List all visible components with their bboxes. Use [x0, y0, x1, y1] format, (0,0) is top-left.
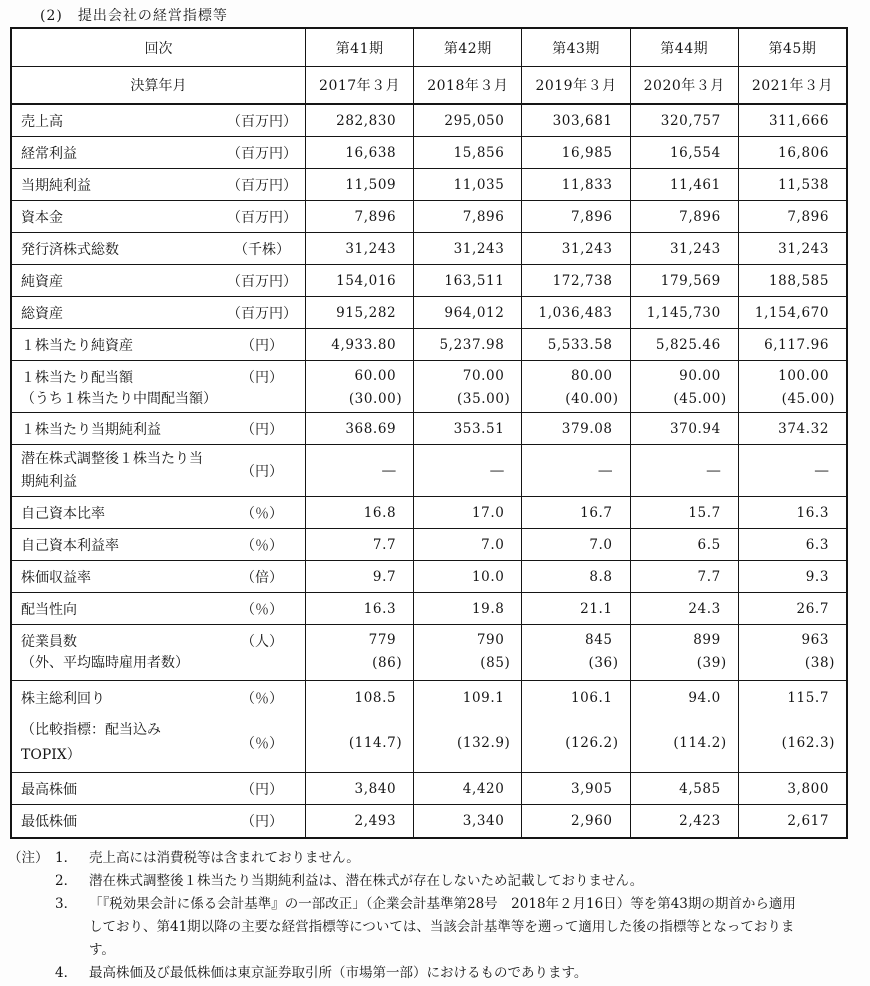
value-cell: 379.08: [522, 413, 630, 444]
metric-unit: （％）: [241, 505, 283, 522]
metric-label-cell: [12, 169, 306, 200]
value-cell: 7,896: [306, 201, 414, 232]
value-cell: 282,830: [306, 105, 414, 136]
value-cell: 964,012: [414, 297, 522, 328]
table-row-shares-issued: [12, 233, 846, 265]
value-cell: 4,585: [631, 773, 739, 804]
value-cell: 17.0: [414, 497, 522, 528]
table-row-total-assets: [12, 297, 846, 329]
table-row-roe: [12, 529, 846, 561]
value-cell: 7.0: [522, 529, 630, 560]
value-cell: 163,511: [414, 265, 522, 296]
metric-unit: （千株）: [234, 241, 290, 258]
metric-name: 発行済株式総数: [21, 241, 119, 258]
header-date-label: 決算年月: [12, 67, 306, 103]
value-cell: 19.8: [414, 593, 522, 624]
value-cell: 16.7: [522, 497, 630, 528]
date-header: 2018年３月: [414, 67, 522, 103]
metric-name: 総資産: [21, 305, 63, 322]
value-cell: 24.3: [631, 593, 739, 624]
metric-label-cell: [12, 529, 306, 560]
value-cell: 7,896: [787, 208, 830, 225]
header-row-label: 回次: [12, 29, 306, 66]
value-cell: 16,806: [778, 144, 830, 161]
table-row-total-shareholder-return: [12, 681, 846, 773]
value-cell: 6.5: [631, 529, 739, 560]
value-cell: 2,493: [306, 805, 414, 837]
metric-unit: （％）: [241, 537, 283, 554]
value-cell: 31,243: [522, 233, 630, 264]
metric-name: 株価収益率: [21, 569, 91, 586]
metric-name: 潜在株式調整後１株当たり当期純利益: [21, 451, 203, 490]
value-cell: 154,016: [306, 265, 414, 296]
value-cell: 9.7: [306, 561, 414, 592]
value-cell: 295,050: [414, 105, 522, 136]
period-header: 第44期: [631, 29, 739, 66]
table-row-net-income: [12, 169, 846, 201]
metric-label-cell: [12, 681, 306, 772]
value-cell: 6,117.96: [764, 336, 830, 353]
metric-name: 純資産: [21, 273, 63, 290]
value-cell: 915,282: [306, 297, 414, 328]
value-cell: 172,738: [522, 265, 630, 296]
note-prefix: （注）: [8, 850, 49, 866]
period-header: 第43期: [522, 29, 630, 66]
metric-unit: （百万円）: [227, 273, 297, 290]
metric-label-cell: [12, 105, 306, 136]
table-row-equity-ratio: [12, 497, 846, 529]
value-cell: 7.7: [306, 529, 414, 560]
value-cell: 370.94: [631, 413, 739, 444]
metric-name: 経常利益: [21, 145, 77, 162]
value-cell: 106.1 (126.2): [522, 681, 630, 772]
metric-unit: （円）: [241, 369, 283, 386]
value-cell: 5,825.46: [631, 329, 739, 360]
metric-name: 最高株価: [21, 781, 77, 798]
metric-name: 当期純利益: [21, 177, 91, 194]
value-cell: 80.00 (40.00): [522, 361, 630, 412]
table-row-dividend-per-share: [12, 361, 846, 413]
date-header: 2019年３月: [522, 67, 630, 103]
value-cell: 11,035: [414, 169, 522, 200]
metric-unit: （百万円）: [227, 113, 297, 130]
note-text: 売上高には消費税等は含まれておりません。: [89, 850, 360, 866]
value-cell: 303,681: [522, 105, 630, 136]
metric-unit: （百万円）: [227, 305, 297, 322]
table-row-ordinary-income: [12, 137, 846, 169]
value-cell: 845 (36): [522, 625, 630, 680]
metric-name: 株主総利回り: [21, 690, 105, 707]
value-cell: 179,569: [631, 265, 739, 296]
metric-unit: （円）: [241, 814, 283, 830]
table-row-net-assets: [12, 265, 846, 297]
metric-unit: （％）: [241, 736, 283, 752]
table-row-per: [12, 561, 846, 593]
value-cell: 368.69: [306, 413, 414, 444]
value-cell: 60.00 (30.00): [306, 361, 414, 412]
value-cell: 90.00 (45.00): [631, 361, 739, 412]
date-header: 2020年３月: [631, 67, 739, 103]
metric-subname: （比較指標：配当込み TOPIX）: [21, 722, 161, 763]
value-cell: 11,538: [778, 176, 830, 193]
value-cell: 1,036,483: [522, 297, 630, 328]
metric-unit: （円）: [241, 421, 283, 438]
value-cell: 94.0 (114.2): [631, 681, 739, 772]
date-header: 2021年３月: [751, 78, 833, 94]
table-row-payout-ratio: [12, 593, 846, 625]
value-cell: 1,145,730: [631, 297, 739, 328]
metric-name: 自己資本比率: [21, 505, 105, 522]
period-header: 第41期: [306, 29, 414, 66]
value-cell: 70.00 (35.00): [414, 361, 522, 412]
value-cell: 109.1 (132.9): [414, 681, 522, 772]
page-title: (2) 提出会社の経営指標等: [40, 8, 228, 24]
metric-label-cell: [12, 233, 306, 264]
note-text: 「『税効果会計に係る会計基準』の一部改正」（企業会計基準第28号 2018年２月16日）等を第43期の期首から適用しており、第41期以降の主要な経営指標等については、当該会計基準等を遡って適用した後の指標等となっております。: [89, 896, 796, 958]
note-text: 潜在株式調整後１株当たり当期純利益は、潜在株式が存在しないため記載しておりません。: [89, 873, 644, 889]
value-cell: 353.51: [414, 413, 522, 444]
table-row-highest-price: [12, 773, 846, 805]
metric-unit: （百万円）: [227, 209, 297, 226]
metric-unit: （百万円）: [227, 145, 297, 162]
note-list: [55, 847, 805, 985]
value-cell: 26.7: [796, 600, 830, 617]
value-cell: 374.32: [778, 420, 830, 437]
value-cell: 11,833: [522, 169, 630, 200]
value-cell: 11,461: [631, 169, 739, 200]
value-cell: 3,340: [414, 805, 522, 837]
metric-label-cell: [12, 445, 306, 496]
value-cell: 320,757: [631, 105, 739, 136]
footnotes: [8, 847, 805, 985]
value-cell: 31,243: [306, 233, 414, 264]
value-cell: 7.0: [414, 529, 522, 560]
value-cell: 5,533.58: [522, 329, 630, 360]
value-cell: 7,896: [522, 201, 630, 232]
value-cell: 899 (39): [631, 625, 739, 680]
value-cell: 16.8: [306, 497, 414, 528]
metric-unit: （円）: [241, 337, 283, 354]
value-cell: 31,243: [631, 233, 739, 264]
value-cell: 5,237.98: [414, 329, 522, 360]
header-row-date: [12, 67, 846, 105]
note-number: 1．: [55, 850, 78, 866]
metric-name: 配当性向: [21, 601, 77, 618]
metric-name: １株当たり純資産: [21, 337, 133, 354]
note-number: 3．: [55, 896, 78, 912]
value-cell: 31,243: [414, 233, 522, 264]
value-cell: 115.7 (162.3): [781, 689, 836, 751]
metric-unit: （倍）: [241, 569, 283, 586]
metric-label-cell: [12, 561, 306, 592]
period-header: 第42期: [414, 29, 522, 66]
value-cell: 10.0: [414, 561, 522, 592]
value-cell: 4,933.80: [306, 329, 414, 360]
date-header: 2017年３月: [306, 67, 414, 103]
value-cell: 7.7: [631, 561, 739, 592]
table-row-net-sales: [12, 105, 846, 137]
metric-label-cell: [12, 497, 306, 528]
metric-name: 最低株価: [21, 814, 77, 830]
note-item: [55, 847, 805, 870]
metric-label-cell: [12, 625, 306, 680]
metric-subname: （うち１株当たり中間配当額）: [21, 391, 217, 407]
metric-name: １株当たり配当額: [21, 369, 133, 386]
metric-label-cell: [12, 297, 306, 328]
value-cell: 3,800: [787, 780, 830, 797]
value-cell: 7,896: [414, 201, 522, 232]
value-cell: 16.3: [306, 593, 414, 624]
value-cell: 11,509: [306, 169, 414, 200]
table-row-employees: [12, 625, 846, 681]
value-cell: ―: [414, 445, 522, 496]
value-cell: ―: [814, 462, 830, 479]
value-cell: 4,420: [414, 773, 522, 804]
value-cell: 2,960: [522, 805, 630, 837]
metric-label-cell: [12, 805, 306, 837]
note-item: [55, 962, 805, 985]
metric-unit: （人）: [241, 633, 283, 650]
metric-label-cell: [12, 329, 306, 360]
metric-name: 売上高: [21, 113, 63, 130]
metric-name: 資本金: [21, 209, 63, 226]
value-cell: 16,554: [631, 137, 739, 168]
metric-label-cell: [12, 137, 306, 168]
value-cell: 790 (85): [414, 625, 522, 680]
metric-label-cell: [12, 593, 306, 624]
value-cell: 311,666: [768, 112, 830, 129]
value-cell: 31,243: [778, 240, 830, 257]
value-cell: 779 (86): [306, 625, 414, 680]
metric-unit: （％）: [241, 690, 283, 707]
metric-subname: （外、平均臨時雇用者数）: [21, 655, 189, 671]
metric-unit: （百万円）: [227, 177, 297, 194]
metric-label-cell: [12, 361, 306, 412]
note-number: 4．: [55, 965, 78, 981]
table-row-eps: [12, 413, 846, 445]
value-cell: 2,423: [631, 805, 739, 837]
value-cell: 16,985: [522, 137, 630, 168]
value-cell: ―: [522, 445, 630, 496]
value-cell: ―: [631, 445, 739, 496]
value-cell: 1,154,670: [754, 304, 830, 321]
metric-label-cell: [12, 413, 306, 444]
value-cell: 963 (38): [801, 632, 836, 671]
metric-label-cell: [12, 201, 306, 232]
metric-name: 自己資本利益率: [21, 537, 119, 554]
period-header: 第45期: [768, 40, 817, 57]
metric-name: １株当たり当期純利益: [21, 421, 161, 438]
metric-unit: （円）: [241, 463, 283, 480]
value-cell: ―: [306, 445, 414, 496]
metric-unit: （円）: [241, 781, 283, 798]
value-cell: 188,585: [768, 272, 830, 289]
metric-unit: （％）: [241, 601, 283, 618]
note-number: 2．: [55, 873, 78, 889]
table-row-diluted-eps: [12, 445, 846, 497]
financial-indicators-table: [10, 27, 848, 839]
header-row-period: [12, 29, 846, 67]
value-cell: 7,896: [631, 201, 739, 232]
value-cell: 15.7: [631, 497, 739, 528]
value-cell: 21.1: [522, 593, 630, 624]
metric-label-cell: [12, 265, 306, 296]
table-row-lowest-price: [12, 805, 846, 837]
value-cell: 3,905: [522, 773, 630, 804]
value-cell: 3,840: [306, 773, 414, 804]
value-cell: 16.3: [796, 504, 830, 521]
value-cell: 8.8: [522, 561, 630, 592]
metric-label-cell: [12, 773, 306, 804]
note-item: [55, 870, 805, 893]
value-cell: 108.5 (114.7): [306, 681, 414, 772]
table-row-capital: [12, 201, 846, 233]
value-cell: 2,617: [787, 813, 830, 829]
note-item: [55, 893, 805, 962]
value-cell: 9.3: [805, 568, 830, 585]
value-cell: 6.3: [805, 536, 830, 553]
value-cell: 100.00 (45.00): [778, 368, 836, 407]
metric-name: 従業員数: [21, 633, 77, 650]
value-cell: 16,638: [306, 137, 414, 168]
note-text: 最高株価及び最低株価は東京証券取引所（市場第一部）におけるものであります。: [89, 965, 588, 981]
value-cell: 15,856: [414, 137, 522, 168]
table-row-net-assets-per-share: [12, 329, 846, 361]
